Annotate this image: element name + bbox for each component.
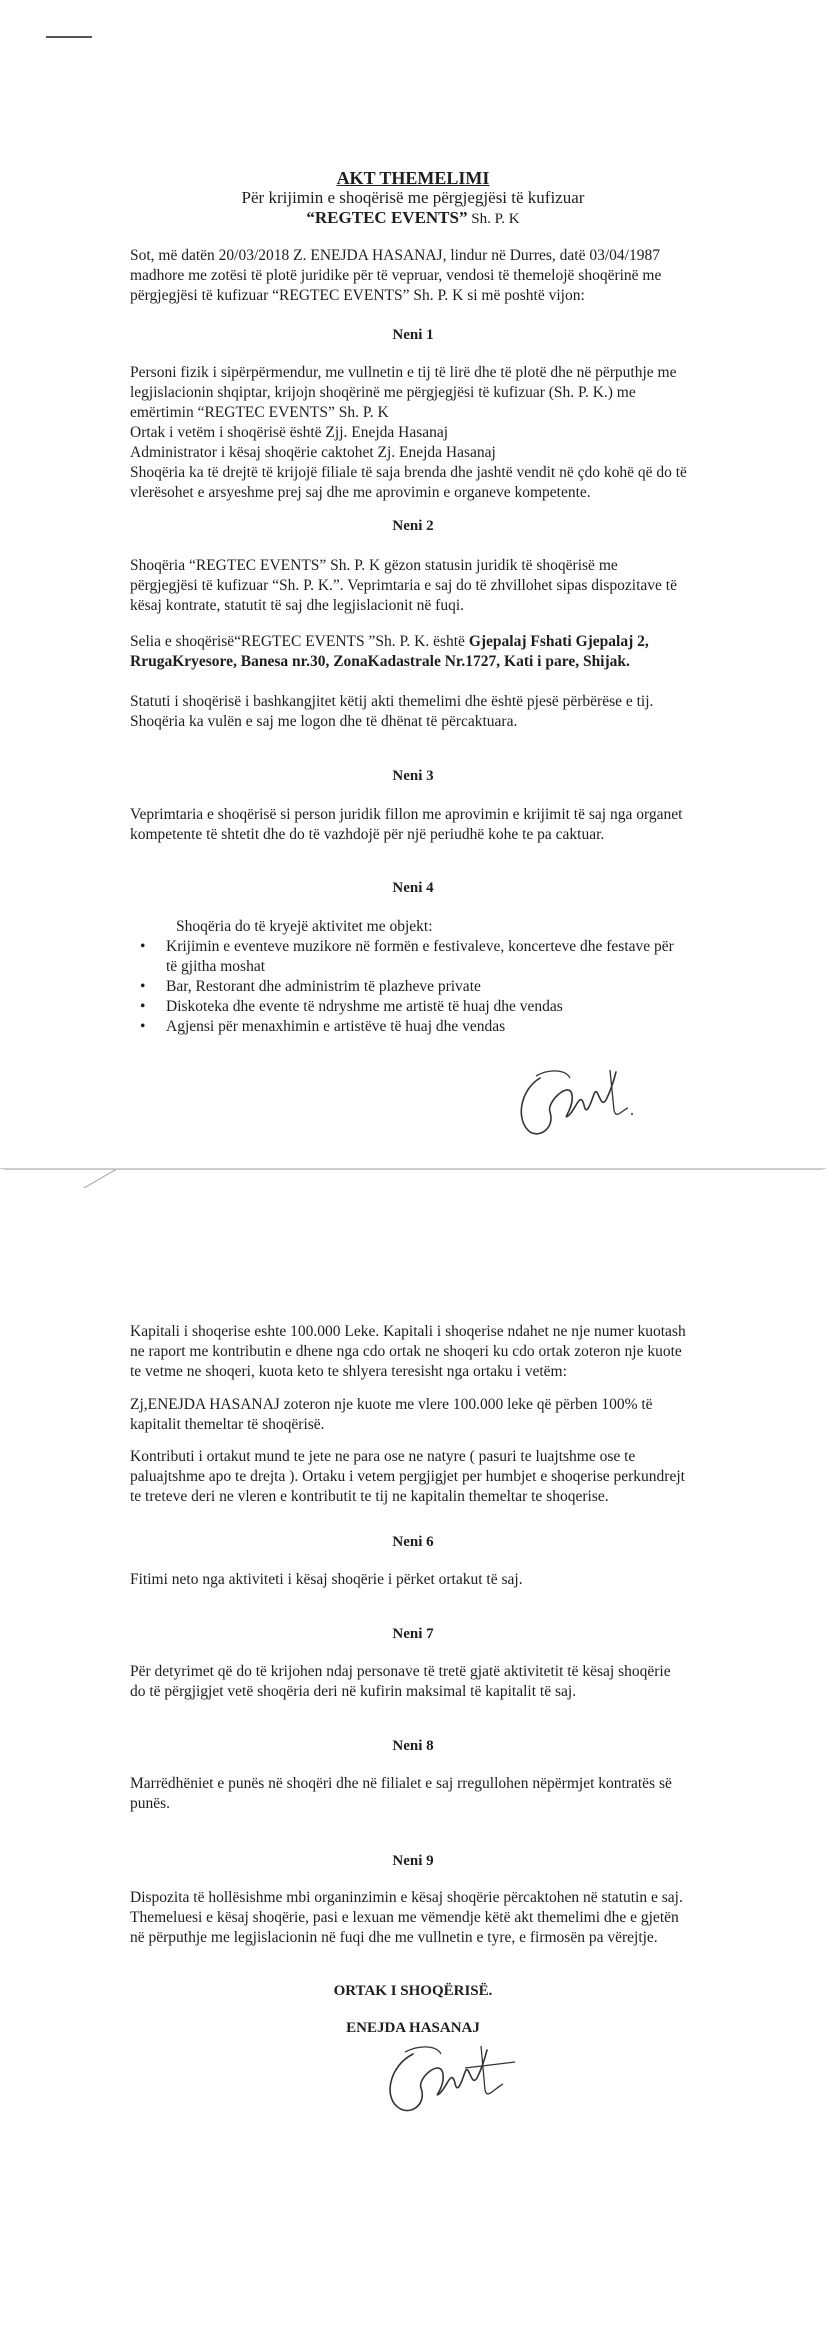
company-title [0,208,826,228]
neni-1-line: legjislacionin shqiptar, krijojn shoqërinë me përgjegjësi të kufizuar (Sh. P. K.) me [130,384,636,401]
seat-address-2: RrugaKryesore, Banesa nr.30, ZonaKadastrale Nr.1727, Kati i pare, Shijak. [130,653,630,670]
bullet-icon: • [140,978,146,995]
neni-1-line: Administrator i kësaj shoqërie caktohet Zj. Enejda Hasanaj [130,444,496,461]
statute-line: Shoqëria ka vulën e saj me logon dhe të dhënat të përcaktuara. [130,713,518,730]
neni-3-line: Veprimtaria e shoqërisë si person juridik fillon me aprovimin e krijimit të saj nga organet [130,806,683,823]
statute-paragraph [130,692,730,732]
neni-2-line: përgjegjësi të kufizuar “Sh. P. K.”. Veprimtaria e saj do të zhvillohet sipas dispozitave të [130,577,677,594]
neni-2-text [130,556,730,616]
document-title: AKT THEMELIMI [336,168,490,188]
company-seat [130,632,730,672]
document-page-2 [0,1188,826,2338]
neni-2-line: kësaj kontrate, statutit të saj dhe legjislacionit në fuqi. [130,597,465,614]
list-item: • Agjensi për menaxhimin e artistëve të huaj dhe vendas [140,1018,506,1035]
signature-image [375,2028,525,2118]
shares-line: kapitalit themeltar të shoqërisë. [130,1416,325,1433]
neni-2-heading: Neni 2 [392,518,434,534]
neni-3-line: kompetente të shtetit dhe do të vazhdojë për një periudhë kohe te pa caktuar. [130,826,605,843]
neni-9-line: Dispozita të hollësishme mbi organinzimin e kësaj shoqërie përcaktohen në statutin e saj. [130,1889,683,1906]
neni-1-line: Ortak i vetëm i shoqërisë është Zjj. Enejda Hasanaj [130,424,449,441]
signature-role: ORTAK I SHOQËRISË. [333,1983,493,1999]
neni-3-heading: Neni 3 [392,768,434,784]
neni-1-line: vlerësohet e arsyeshme prej saj dhe me aprovimin e organeve kompetente. [130,484,591,501]
neni-1-line: Personi fizik i sipërpërmendur, me vullnetin e tij të lirë dhe të plotë dhe në përputhje me [130,364,677,381]
neni-7-heading: Neni 7 [392,1626,434,1642]
capital-paragraph [130,1322,730,1382]
capital-line: te vetme ne shoqeri, kuota keto te shlyera teresisht nga ortaku i vetëm: [130,1363,567,1380]
neni-9-line: Themeluesi e kësaj shoqërie, pasi e lexuan me vëmendje këtë akt themelimi dhe e gjetën [130,1909,679,1926]
neni-8-line: Marrëdhëniet e punës në shoqëri dhe në filialet e saj rregullohen nëpërmjet kontratës së [130,1775,672,1792]
contribution-line: paluajtshme apo te drejta ). Ortaku i vetem pergjigjet per humbjet e shoqerise perkundrejt [130,1468,685,1485]
bullet-icon: • [140,938,146,955]
neni-1-line: emërtimin “REGTEC EVENTS” Sh. P. K [130,404,389,421]
list-item: • Krijimin e eventeve muzikore në formën e festivaleve, koncerteve dhe festave për të gjitha moshat [140,938,674,975]
neni-7-line: Për detyrimet që do të krijohen ndaj personave të tretë gjatë aktivitetit të kësaj shoqërie [130,1663,671,1680]
list-item: • Diskoteka dhe evente të ndryshme me artistë të huaj dhe vendas [140,998,563,1015]
neni-7-line: do të përgjigjet vetë shoqëria deri në kufirin maksimal të kapitalit të saj. [130,1683,577,1700]
neni-8-text [130,1774,730,1814]
list-item: • Bar, Restorant dhe administrim të plazheve private [140,978,481,995]
neni-1-text [130,363,730,503]
neni-8-heading: Neni 8 [392,1738,434,1754]
company-suffix: Sh. P. K [467,211,520,227]
capital-line: Kapitali i shoqerise eshte 100.000 Leke. Kapitali i shoqerise ndahet ne nje numer kuotash [130,1323,686,1340]
statute-line: Statuti i shoqërisë i bashkangjitet këtij akti themelimi dhe është pjesë përbërëse e tij. [130,693,654,710]
neni-6-heading: Neni 6 [392,1534,434,1550]
neni-4-heading: Neni 4 [392,880,434,896]
neni-7-text [130,1662,730,1702]
intro-line: madhore me zotësi të plotë juridike për të vepruar, vendosi të themelojë shoqërinë me [130,267,662,284]
neni-9-heading: Neni 9 [392,1853,434,1869]
neni-6-text [130,1570,730,1590]
seat-address-1: Gjepalaj Fshati Gjepalaj 2, [468,633,649,650]
neni-9-line: në përputhje me legjislacionin në fuqi dhe me vullnetin e tyre, e firmosën pa vërejtje. [130,1929,658,1946]
signature-image [510,1050,640,1140]
list-item-continuation: të gjitha moshat [166,958,266,975]
capital-line: ne raport me kontributin e dhene nga cdo ortak ne shoqeri ku cdo ortak zoteron nje kuote [130,1343,682,1360]
objectives-list [130,937,730,1037]
document-subtitle: Për krijimin e shoqërisë me përgjegjësi të kufizuar [241,188,585,207]
neni-2-line: Shoqëria “REGTEC EVENTS” Sh. P. K gëzon statusin juridik të shoqërisë me [130,557,618,574]
contribution-paragraph [130,1447,730,1507]
shares-line: Zj,ENEJDA HASANAJ zoteron nje kuote me vlere 100.000 leke që përben 100% të [130,1396,653,1413]
neni-1-line: Shoqëria ka të drejtë të krijojë filiale të saja brenda dhe jashtë vendit në çdo kohë që do të [130,464,687,481]
company-name: “REGTEC EVENTS” [306,208,468,227]
contribution-line: Kontributi i ortakut mund te jete ne para ose ne natyre ( pasuri te luajtshme ose te [130,1448,636,1465]
intro-line: përgjegjësi të kufizuar “REGTEC EVENTS” Sh. P. K si më poshtë vijon: [130,287,585,304]
neni-1-heading: Neni 1 [392,327,434,343]
neni-4-intro: Shoqëria do të kryejë aktivitet me objekt: [176,918,433,935]
seat-prefix: Selia e shoqërisë“REGTEC EVENTS ”Sh. P. K. është [130,633,469,650]
scan-artifact-line [46,36,92,38]
intro-paragraph [130,246,730,306]
intro-line: Sot, më datën 20/03/2018 Z. ENEJDA HASANAJ, lindur në Durres, datë 03/04/1987 [130,247,660,264]
neni-3-text [130,805,730,845]
shares-paragraph [130,1395,730,1435]
neni-8-line: punës. [130,1795,171,1812]
contribution-line: te treteve deri ne vleren e kontributit te tij ne kapitalin themeltar te shoqerise. [130,1488,609,1505]
signatory-name: ENEJDA HASANAJ [346,2020,480,2036]
neni-6-line: Fitimi neto nga aktiviteti i kësaj shoqërie i përket ortakut të saj. [130,1571,523,1588]
neni-9-text [130,1888,730,1948]
bullet-icon: • [140,1018,146,1035]
bullet-icon: • [140,998,146,1015]
